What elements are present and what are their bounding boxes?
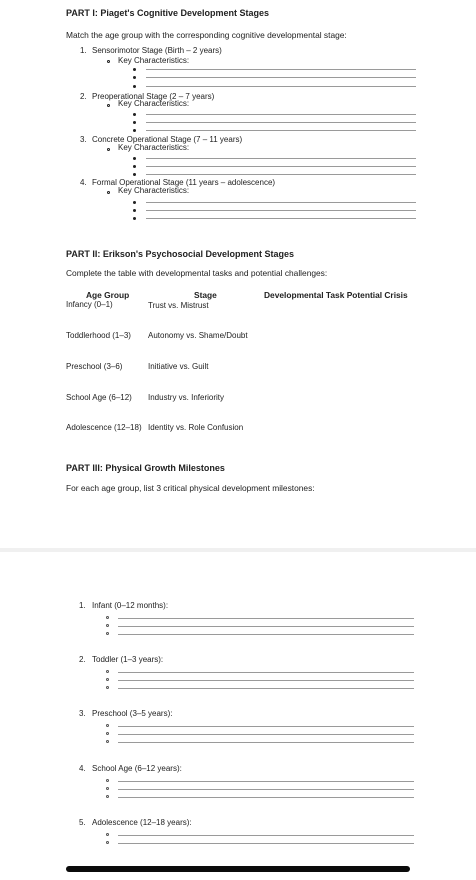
stage-cell: Identity vs. Role Confusion — [148, 423, 244, 432]
circle-bullet-icon — [106, 632, 109, 635]
bullet-icon — [133, 217, 136, 220]
key-characteristics-label: Key Characteristics: — [118, 143, 190, 152]
bullet-icon — [133, 165, 136, 168]
stage-number: 1. — [80, 46, 87, 55]
answer-line[interactable] — [118, 781, 414, 782]
key-characteristics-label: Key Characteristics: — [118, 99, 190, 108]
group-number: 2. — [79, 655, 86, 664]
column-header-stage: Stage — [194, 290, 217, 300]
bullet-icon — [133, 121, 136, 124]
stage-number: 4. — [80, 178, 87, 187]
column-header-task-crisis: Developmental Task Potential Crisis — [264, 290, 408, 300]
part3-instruction: For each age group, list 3 critical physical development milestones: — [66, 483, 315, 493]
answer-line[interactable] — [146, 202, 416, 203]
answer-line[interactable] — [118, 626, 414, 627]
group-label: Adolescence (12–18 years): — [92, 818, 192, 827]
key-characteristics-label: Key Characteristics: — [118, 56, 190, 65]
column-header-age-group: Age Group — [86, 290, 130, 300]
answer-line[interactable] — [118, 789, 414, 790]
group-number: 4. — [79, 764, 86, 773]
group-label: Infant (0–12 months): — [92, 601, 169, 610]
stage-label: Preoperational Stage (2 – 7 years) — [92, 92, 215, 101]
bullet-icon — [133, 157, 136, 160]
answer-line[interactable] — [146, 174, 416, 175]
answer-line[interactable] — [118, 835, 414, 836]
horizontal-scrollbar[interactable] — [66, 866, 410, 872]
answer-line[interactable] — [118, 734, 414, 735]
circle-bullet-icon — [106, 624, 109, 627]
circle-bullet-icon — [106, 678, 109, 681]
part1-instruction: Match the age group with the corresponding cognitive developmental stage: — [66, 30, 347, 40]
answer-line[interactable] — [146, 210, 416, 211]
circle-bullet-icon — [107, 60, 110, 63]
stage-label: Formal Operational Stage (11 years – adolescence) — [92, 178, 276, 187]
group-label: School Age (6–12 years): — [92, 764, 182, 773]
group-number: 3. — [79, 709, 86, 718]
answer-line[interactable] — [118, 634, 414, 635]
circle-bullet-icon — [106, 787, 109, 790]
bullet-icon — [133, 129, 136, 132]
bullet-icon — [133, 68, 136, 71]
bullet-icon — [133, 209, 136, 212]
answer-line[interactable] — [146, 77, 416, 78]
bullet-icon — [133, 201, 136, 204]
answer-line[interactable] — [118, 843, 414, 844]
stage-number: 2. — [80, 92, 87, 101]
answer-line[interactable] — [146, 69, 416, 70]
part2-heading: PART II: Erikson's Psychosocial Development Stages — [66, 249, 295, 259]
circle-bullet-icon — [106, 686, 109, 689]
answer-line[interactable] — [118, 680, 414, 681]
answer-line[interactable] — [118, 672, 414, 673]
bullet-icon — [133, 85, 136, 88]
circle-bullet-icon — [106, 841, 109, 844]
circle-bullet-icon — [107, 191, 110, 194]
stage-number: 3. — [80, 135, 87, 144]
group-number: 5. — [79, 818, 86, 827]
circle-bullet-icon — [106, 740, 109, 743]
circle-bullet-icon — [106, 670, 109, 673]
group-label: Toddler (1–3 years): — [92, 655, 164, 664]
group-number: 1. — [79, 601, 86, 610]
part3-heading: PART III: Physical Growth Milestones — [66, 463, 225, 473]
group-label: Preschool (3–5 years): — [92, 709, 173, 718]
part1-heading: PART I: Piaget's Cognitive Development Stages — [66, 8, 270, 18]
stage-label: Sensorimotor Stage (Birth – 2 years) — [92, 46, 222, 55]
document-page-2 — [0, 552, 476, 880]
age-group-cell: Adolescence (12–18) — [66, 423, 142, 432]
age-group-cell: School Age (6–12) — [66, 393, 132, 402]
stage-cell: Autonomy vs. Shame/Doubt — [148, 331, 248, 340]
answer-line[interactable] — [118, 797, 414, 798]
stage-cell: Trust vs. Mistrust — [148, 301, 209, 310]
answer-line[interactable] — [146, 218, 416, 219]
bullet-icon — [133, 173, 136, 176]
age-group-cell: Toddlerhood (1–3) — [66, 331, 131, 340]
answer-line[interactable] — [118, 688, 414, 689]
answer-line[interactable] — [118, 618, 414, 619]
circle-bullet-icon — [107, 104, 110, 107]
stage-cell: Industry vs. Inferiority — [148, 393, 225, 402]
answer-line[interactable] — [146, 86, 416, 87]
bullet-icon — [133, 76, 136, 79]
bullet-icon — [133, 113, 136, 116]
circle-bullet-icon — [106, 732, 109, 735]
key-characteristics-label: Key Characteristics: — [118, 186, 190, 195]
answer-line[interactable] — [146, 114, 416, 115]
circle-bullet-icon — [106, 795, 109, 798]
age-group-cell: Preschool (3–6) — [66, 362, 123, 371]
circle-bullet-icon — [106, 833, 109, 836]
answer-line[interactable] — [118, 726, 414, 727]
stage-label: Concrete Operational Stage (7 – 11 years) — [92, 135, 243, 144]
stage-cell: Initiative vs. Guilt — [148, 362, 209, 371]
circle-bullet-icon — [107, 148, 110, 151]
answer-line[interactable] — [146, 158, 416, 159]
answer-line[interactable] — [146, 166, 416, 167]
answer-line[interactable] — [146, 122, 416, 123]
answer-line[interactable] — [118, 742, 414, 743]
age-group-cell: Infancy (0–1) — [66, 300, 113, 309]
circle-bullet-icon — [106, 616, 109, 619]
answer-line[interactable] — [146, 130, 416, 131]
circle-bullet-icon — [106, 779, 109, 782]
part2-instruction: Complete the table with developmental tasks and potential challenges: — [66, 268, 328, 278]
circle-bullet-icon — [106, 724, 109, 727]
